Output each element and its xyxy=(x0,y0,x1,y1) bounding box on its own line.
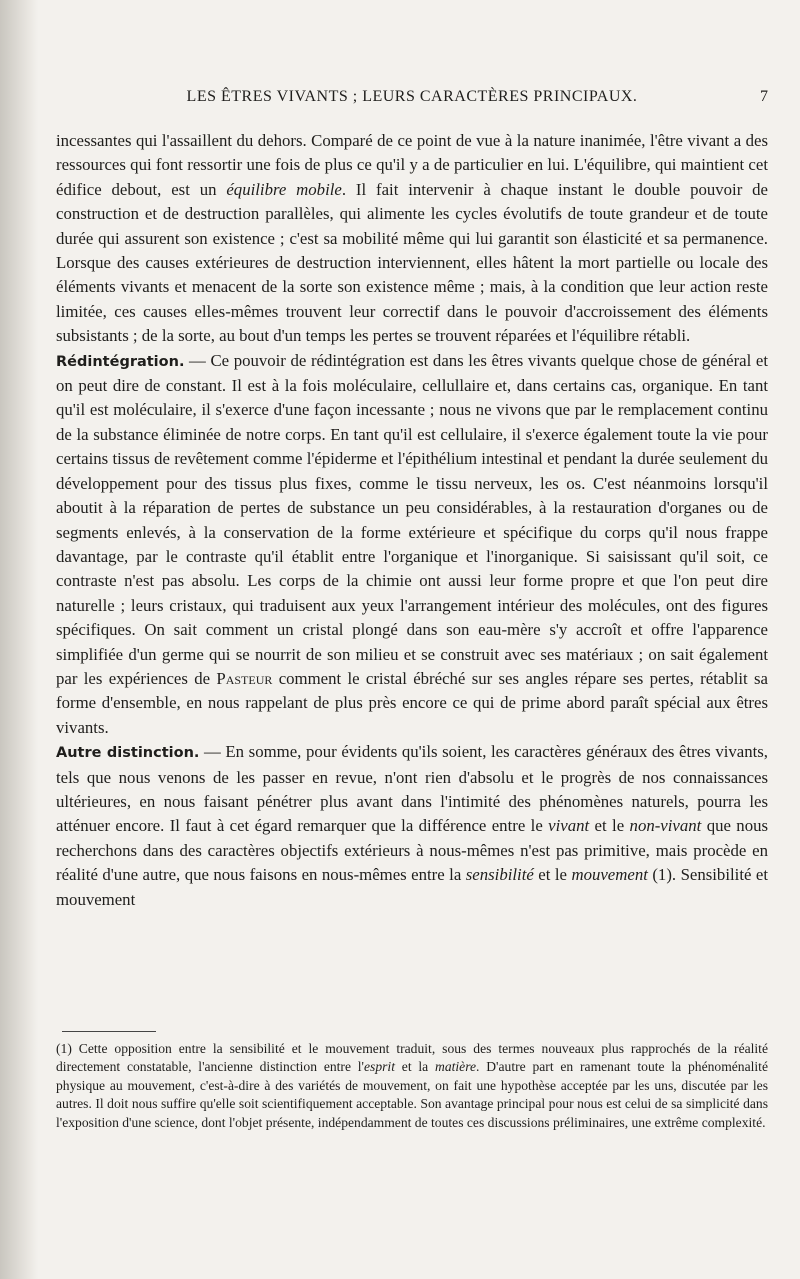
author-name-pasteur: Pasteur xyxy=(216,668,273,688)
text-run: . Il fait intervenir à chaque instant le double pouvoir de construction et de destruction parallèles, qui alimente les cycles évolutifs de toute grandeur et de toute durée qui assurent son existence ; c'est sa mobilité même qui lui garantit son élasticité et sa permanence. Lorsque des causes extérieures de destruction interviennent, elles hâtent la mort partielle ou locale des éléments vivants et menacent de la sorte son existence même ; mais, à la condition que leur action reste limitée, ces causes elles-mêmes trouvent leur correctif dans le pouvoir d'accroissement des éléments subsistants ; de la sorte, au bout d'un temps les pertes se trouvent réparées et l'équilibre rétabli. xyxy=(56,179,768,346)
text-run: incessantes qui l'assaillent du dehors. Comparé de ce point de vue à la nature inanimée, l'être vivant a des ressources qui font ressortir une fois de plus ce qu'il y a de particulier en lui. L'équilibre, qui maintient cet édifice debout, est un xyxy=(56,131,768,199)
book-spine-shadow xyxy=(0,0,38,1279)
emphasis-mouvement: mouvement xyxy=(571,865,648,885)
footnote-text: et la xyxy=(394,1059,435,1075)
footnote-rule xyxy=(62,1031,156,1032)
paragraph-autre-distinction xyxy=(56,740,768,912)
main-text xyxy=(56,129,768,912)
emphasis-equilibre-mobile: équilibre mobile xyxy=(226,179,342,199)
footnote-text: (1) Cette opposition entre la sensibilité et le mouvement traduit, sous des termes nouveaux plus rapprochés de la réalité directement constatable, l'ancienne distinction entre l' xyxy=(56,1041,768,1075)
text-run: (1). Sensibilité et mouvement xyxy=(56,865,769,909)
text-run: comment le cristal ébréché sur ses angles répare ses pertes, rétablit sa forme d'ensemble, en nous rappelant de plus près encore ce qui de prime abord paraît spécial aux êtres vivants. xyxy=(56,668,768,737)
footnote xyxy=(56,1040,768,1132)
emphasis-matiere: matière xyxy=(435,1059,477,1075)
emphasis-esprit: esprit xyxy=(364,1059,395,1075)
paragraph-redintegration xyxy=(56,349,768,741)
paragraph-1 xyxy=(56,129,768,349)
emphasis-vivant: vivant xyxy=(548,816,590,836)
text-run: — Ce pouvoir de rédintégration est dans les êtres vivants quelque chose de général et on peut dire de constant. Il est à la fois moléculaire, cellullaire et, dans certains cas, organique. En tant qu'il est moléculaire, il s'exerce d'une façon incessante ; nous ne vivons que par le remplacement continu de la substance éliminée de notre corps. En tant qu'il est cellulaire, il s'exerce également toute la vie pour certains tissus de revêtement comme l'épiderme et l'épithélium intestinal et pendant la durée seulement du développement pour des tissus plus fixes, comme le tissu nerveux, les os. C'est néanmoins lorsqu'il aboutit à la réparation de pertes de substance un peu considérables, à la restauration d'organes ou de segments enlevés, à la conservation de la forme extérieure et spécifique du corps qu'il nous frappe davantage, par le contraste qu'il établit entre l'organique et l'inorganique. Si saisissant qu'il soit, ce contraste n'est pas absolu. Les corps de la chimie ont aussi leur forme propre et que l'on peut dire naturelle ; leurs cristaux, qui traduisent aux yeux l'arrangement intérieur des molécules, ont des figures spécifiques. On sait comment un cristal plongé dans son eau-mère s'y accroît et offre l'apparence simplifiée d'un germe qui se nourrit de son milieu et se construit avec ses matériaux ; on sait également par les expériences de xyxy=(56,350,768,688)
section-heading-autre-distinction: Autre distinction. xyxy=(56,745,200,762)
page-number: 7 xyxy=(760,88,768,105)
footnote-text: . D'autre part en ramenant toute la phénoménalité physique au mouvement, c'est-à-dire à des variétés de mouvement, on fait une hypothèse acceptée par les uns, discutée par les autres. Il doit nous suffire qu'elle soit scientifiquement acceptable. Son avantage principal pour nous est celui de sa simplicité dans l'exposition d'une science, dont l'objet présente, indépendamment de toutes ces discussions préliminaires, une extrême complexité. xyxy=(56,1059,768,1130)
emphasis-sensibilite: sensibilité xyxy=(465,865,534,885)
text-run: et le xyxy=(533,865,572,885)
text-run: que nous recherchons dans des caractères objectifs extérieurs à nous-mêmes n'est pas primitive, mais procède en réalité d'une autre, que nous faisons en nous-mêmes entre la xyxy=(56,816,769,885)
section-heading-redintegration: Rédintégration. xyxy=(56,353,185,370)
text-run: — En somme, pour évidents qu'ils soient, les caractères généraux des êtres vivants, tels que nous venons de les passer en revue, n'ont rien d'absolu et le progrès de nos connaissances ultérieures, en nous faisant pénétrer plus avant dans l'intimité des phénomènes naturels, pourra les atténuer encore. Il faut à cet égard remarquer que la différence entre le xyxy=(56,742,768,836)
emphasis-non-vivant: non-vivant xyxy=(629,816,702,836)
text-run: et le xyxy=(589,816,630,836)
running-head xyxy=(56,88,768,112)
running-title: LES ÊTRES VIVANTS ; LEURS CARACTÈRES PRINCIPAUX. xyxy=(186,88,638,105)
